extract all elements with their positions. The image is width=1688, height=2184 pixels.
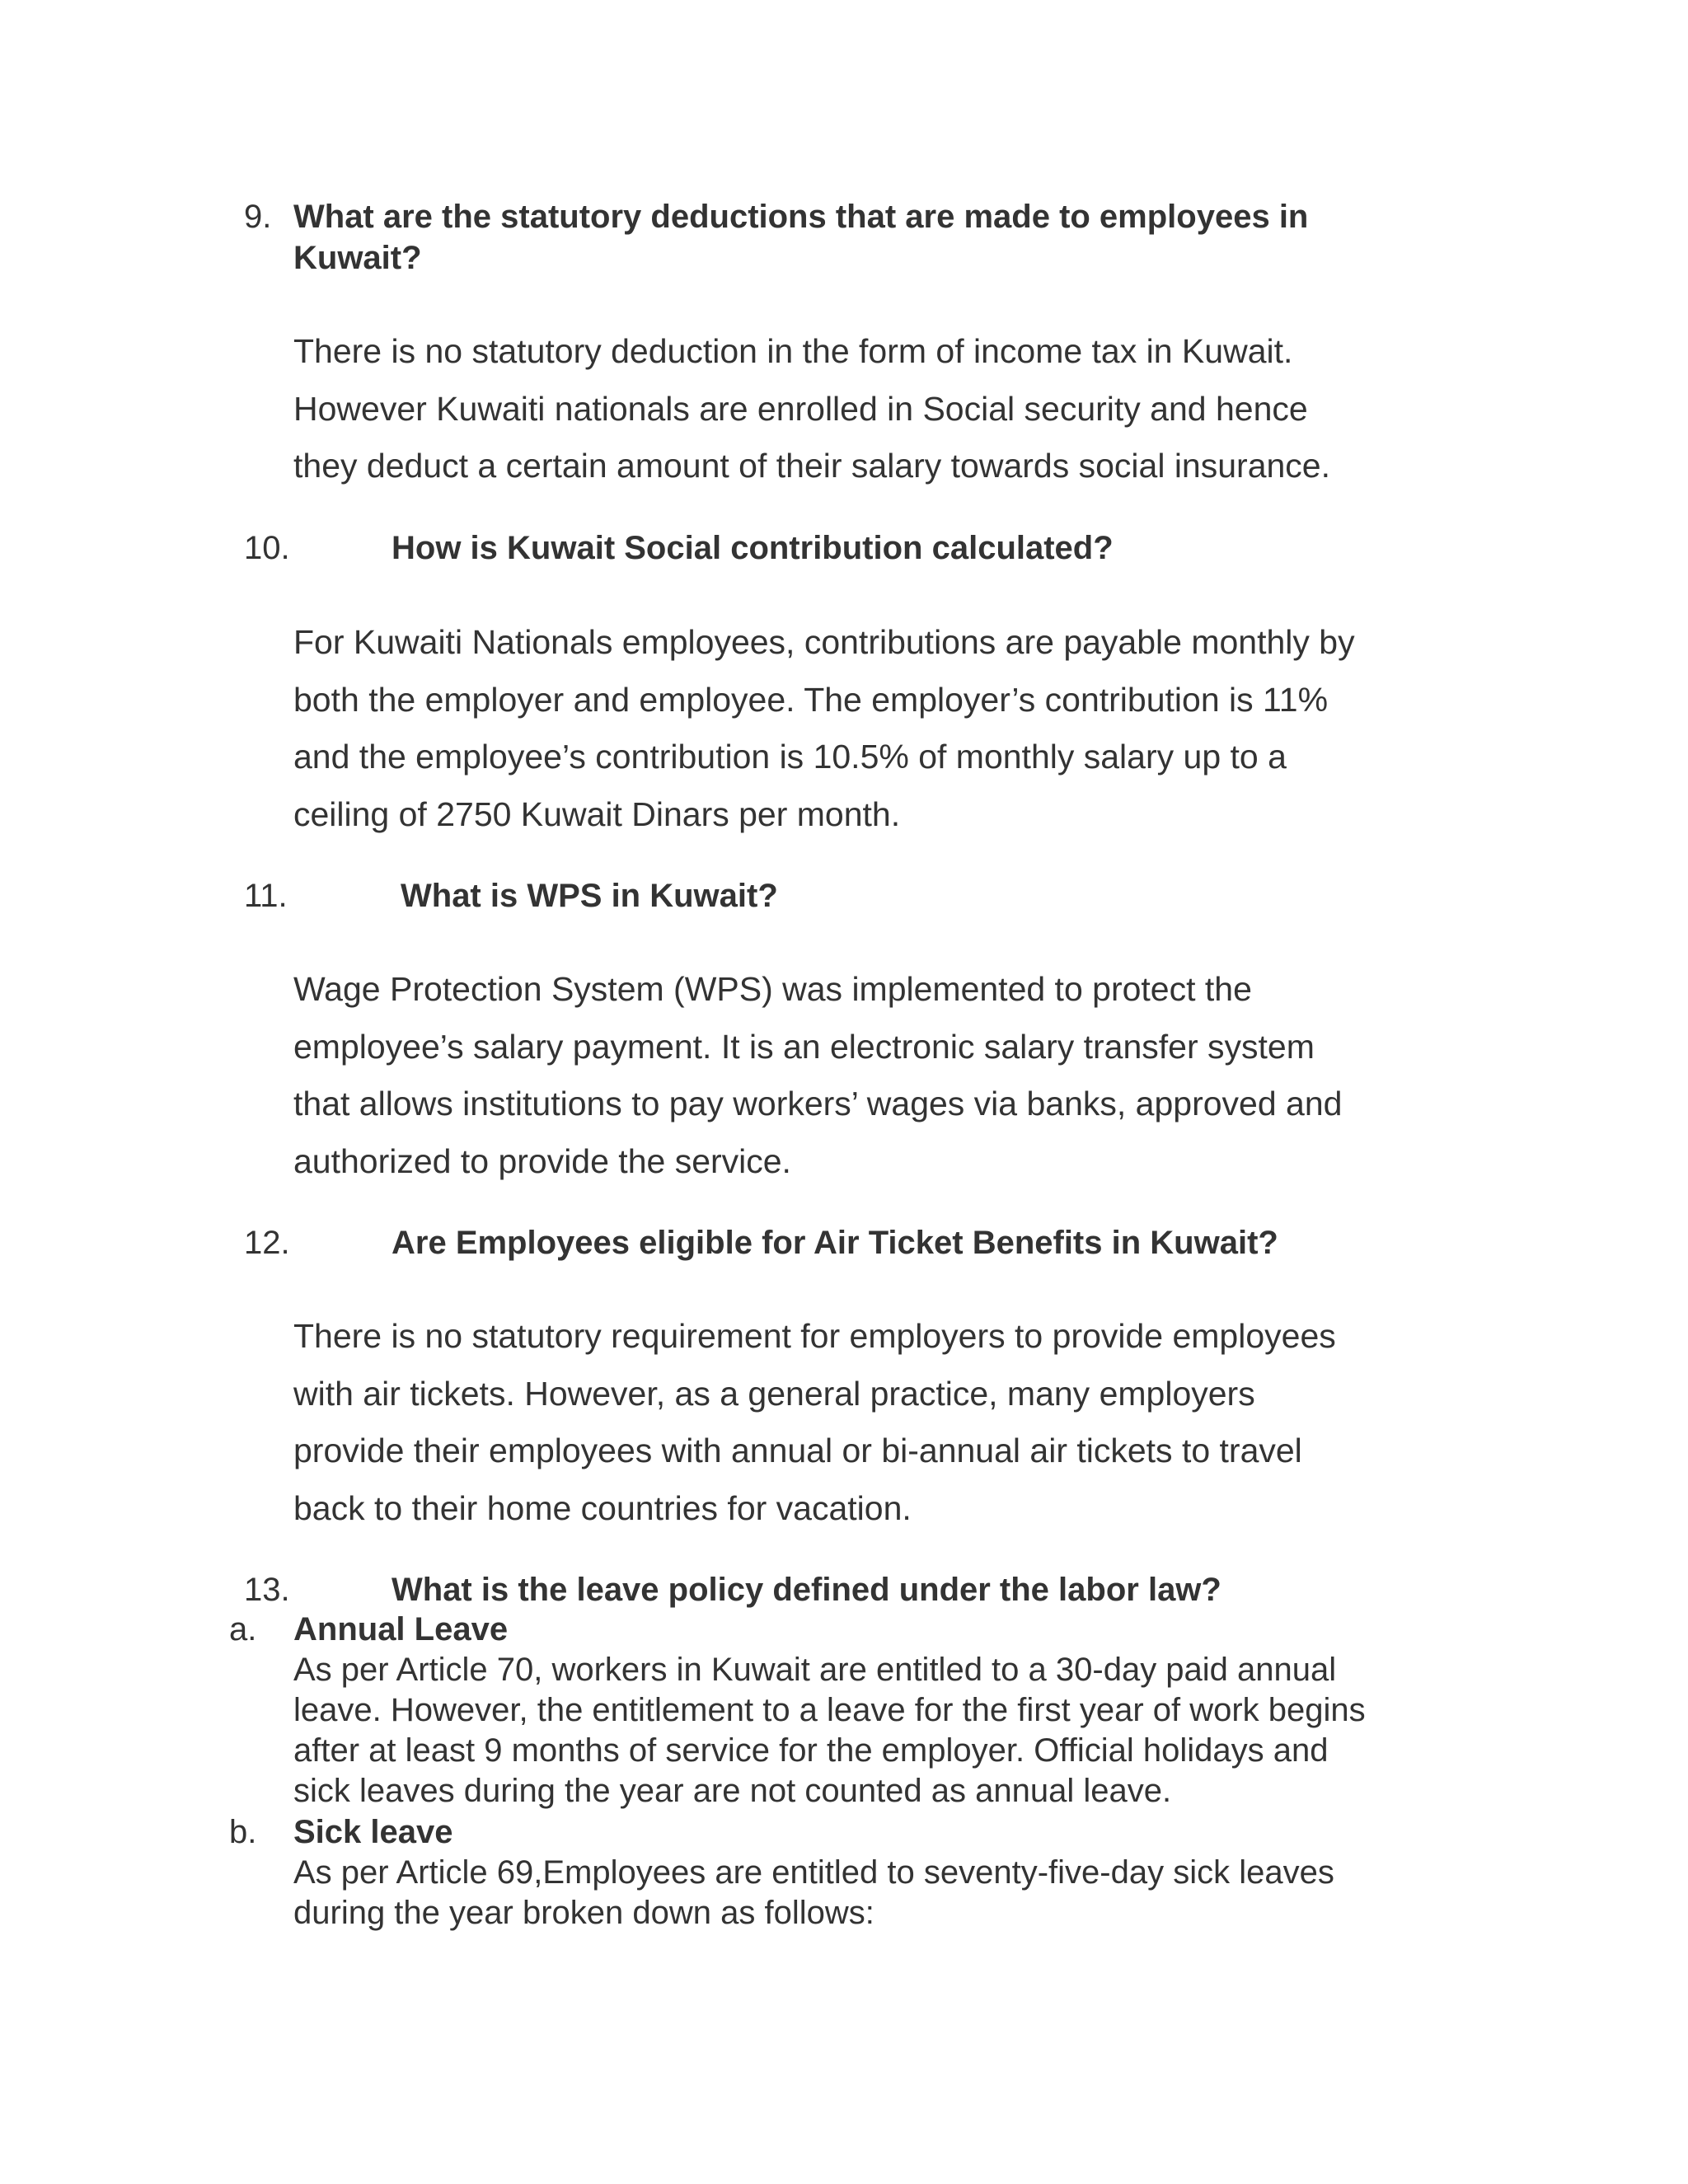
question-title: What is the leave policy defined under the labor law?: [392, 1572, 1221, 1608]
answer-paragraph: There is no statutory requirement for employers to provide employees with air tickets. However, as a general practice, many employers provide their employees with annual or bi-annual air tickets to travel back to their home countries for vacation.: [293, 1317, 1336, 1527]
question-title: What are the statutory deductions that are made to employees in Kuwait?: [293, 199, 1309, 276]
list-letter: b.: [229, 1814, 257, 1850]
question-title: What is WPS in Kuwait?: [401, 878, 778, 914]
question-number: 9.: [244, 199, 272, 235]
question-number: 11.: [244, 878, 288, 914]
question-title: How is Kuwait Social contribution calculated?: [392, 530, 1114, 566]
answer-paragraph: Wage Protection System (WPS) was implemented to protect the employee’s salary payment. It is an electronic salary transfer system that allows institutions to pay workers’ wages via banks, approved and authorized to provide the service.: [293, 970, 1343, 1180]
question-number: 10.: [244, 530, 290, 566]
list-letter: a.: [229, 1611, 257, 1647]
leave-heading: Annual Leave: [293, 1611, 509, 1647]
answer-paragraph: There is no statutory deduction in the form of income tax in Kuwait. However Kuwaiti nationals are enrolled in Social security and hence they deduct a certain amount of their salary towards social insurance.: [293, 332, 1330, 485]
leave-heading: Sick leave: [293, 1814, 453, 1850]
question-number: 12.: [244, 1225, 290, 1261]
answer-paragraph: For Kuwaiti Nationals employees, contributions are payable monthly by both the employer and employee. The employer’s contribution is 11% and the employee’s contribution is 10.5% of monthly salary up to a ceiling of 2750 Kuwait Dinars per month.: [293, 623, 1355, 833]
question-number: 13.: [244, 1572, 290, 1608]
leave-description: As per Article 69,Employees are entitled to seventy-five-day sick leaves during the year broken down as follows:: [293, 1854, 1334, 1931]
question-title: Are Employees eligible for Air Ticket Benefits in Kuwait?: [392, 1225, 1278, 1261]
leave-description: As per Article 70, workers in Kuwait are entitled to a 30-day paid annual leave. However, the entitlement to a leave for the first year of work begins after at least 9 months of service for the employer. Official holidays and sick leaves during the year are not counted as annual leave.: [293, 1652, 1366, 1809]
